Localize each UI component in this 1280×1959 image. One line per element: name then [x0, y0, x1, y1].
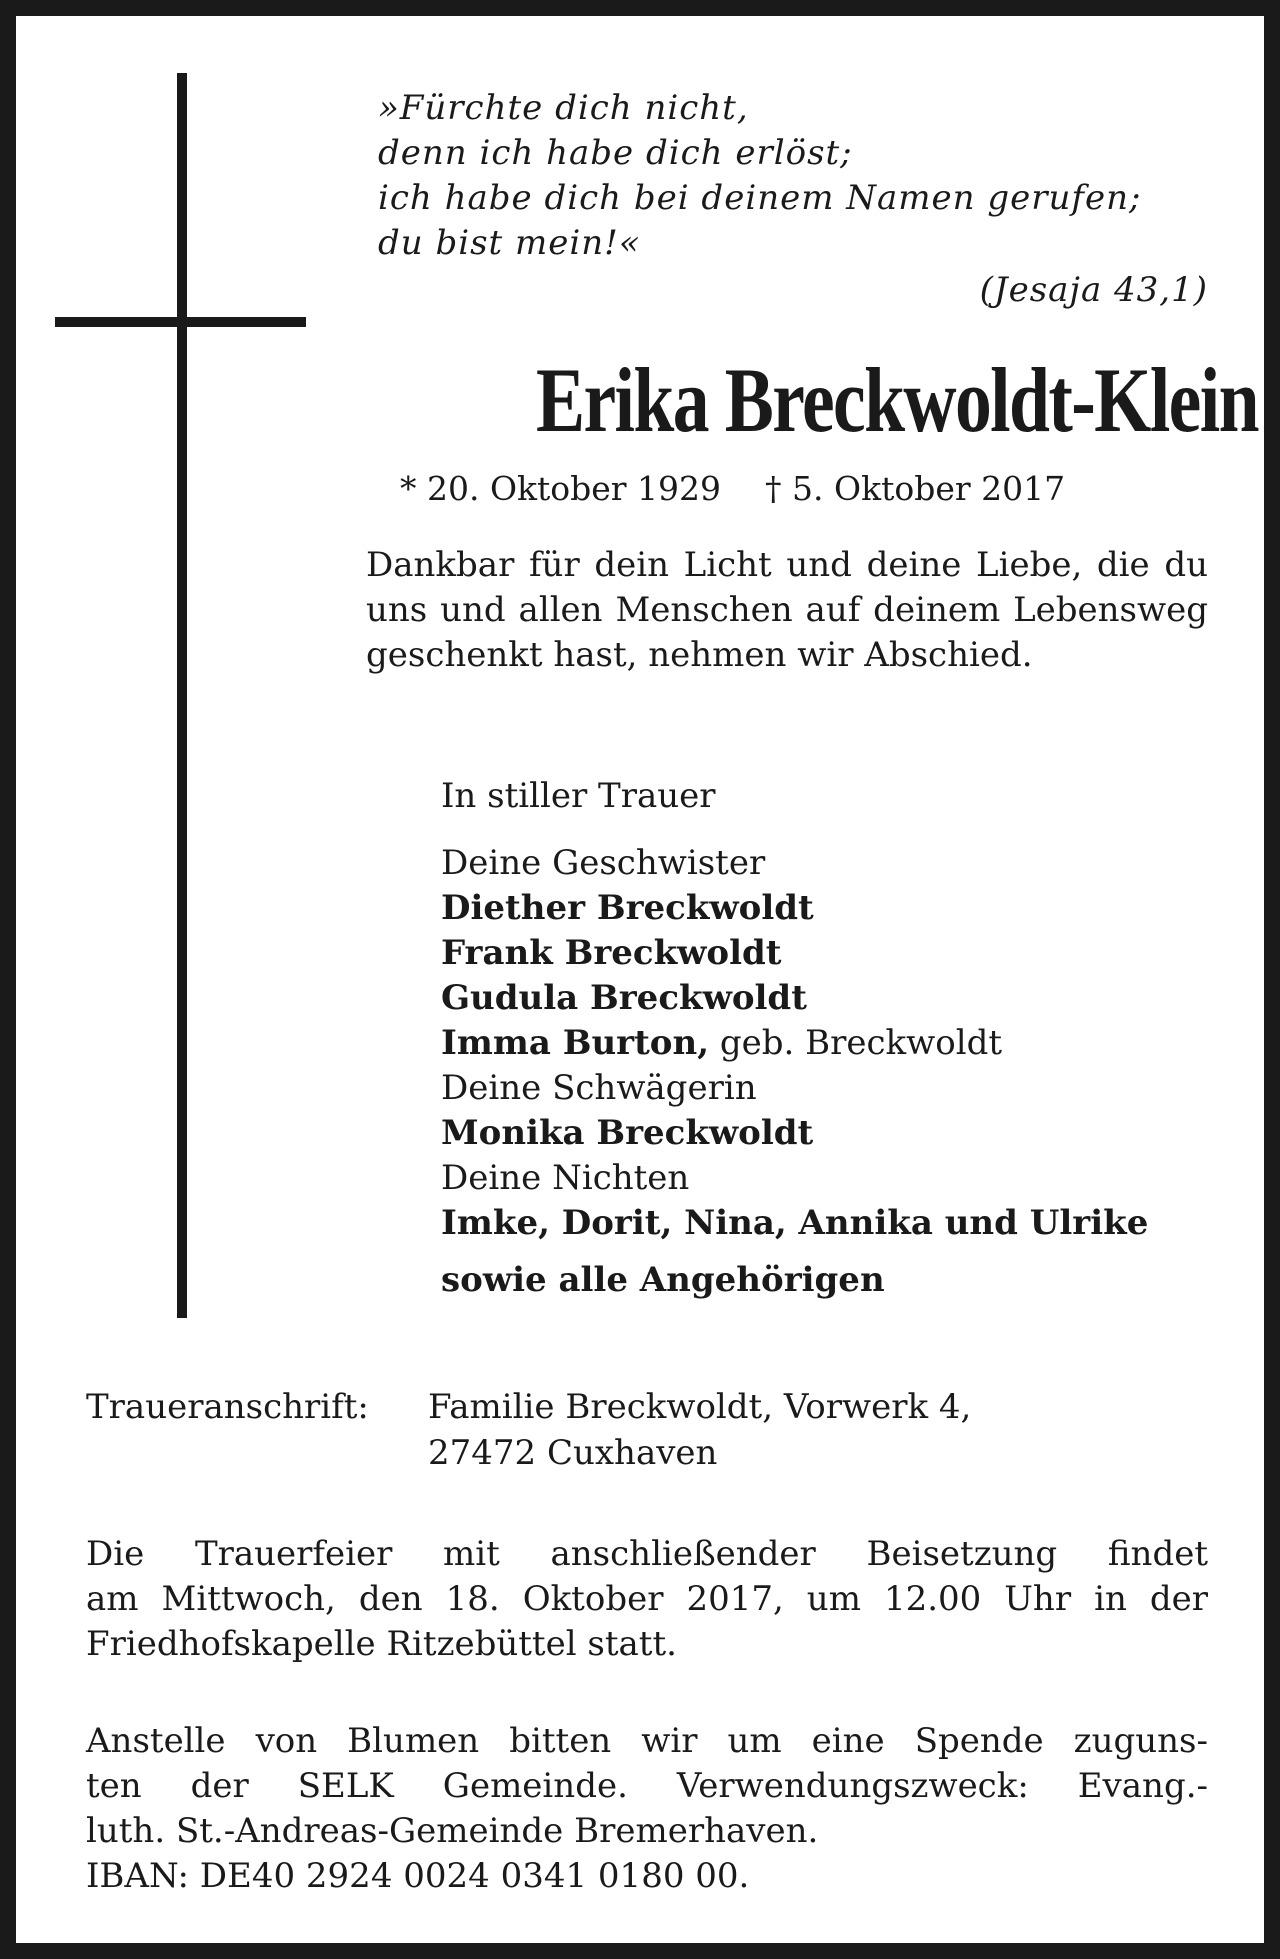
donation-line: Anstelle von Blumen bitten wir um eine Spende zuguns-	[86, 1721, 1208, 1761]
verse-line: denn ich habe dich erlöst;	[378, 133, 853, 173]
birth-date: * 20. Oktober 1929	[400, 469, 722, 508]
address-label: Traueranschrift:	[86, 1387, 369, 1427]
donation-line: ten der SELK Gemeinde. Verwendungszweck: Evang.-	[86, 1766, 1208, 1806]
funeral-line: Friedhofskapelle Ritzebüttel statt.	[86, 1624, 677, 1664]
mourners-list	[441, 774, 1241, 1303]
funeral-announcement	[86, 1532, 1208, 1667]
mourning-address	[86, 1384, 1226, 1476]
funeral-line: am Mittwoch, den 18. Oktober 2017, um 12.00 Uhr in der	[86, 1579, 1208, 1619]
nieces-label: Deine Nichten	[441, 1158, 690, 1198]
sister-in-law-label: Deine Schwägerin	[441, 1068, 757, 1108]
death-date: † 5. Oktober 2017	[765, 469, 1066, 508]
verse-line: ich habe dich bei deinem Namen gerufen;	[378, 178, 1142, 218]
donation-line: luth. St.-Andreas-Gemeinde Bremerhaven.	[86, 1811, 819, 1851]
verse-line: »Fürchte dich nicht,	[378, 88, 749, 128]
maiden-name-note: geb. Breckwoldt	[719, 1023, 1003, 1063]
deceased-name: Erika Breckwoldt-Klein	[536, 349, 1258, 451]
address-line: 27472 Cuxhaven	[428, 1433, 718, 1473]
gratitude-text: Dankbar für dein Licht und deine Liebe, die du uns und allen Menschen auf deinem Lebensweg geschenkt hast, nehmen wir Abschied.	[366, 545, 1208, 675]
iban-line: IBAN: DE40 2924 0024 0341 0180 00.	[86, 1856, 750, 1896]
address-line: Familie Breckwoldt, Vorwerk 4,	[428, 1387, 972, 1427]
life-dates	[400, 469, 1200, 509]
sibling-name: Diether Breckwoldt	[441, 888, 814, 928]
cross-icon-vertical-beam	[177, 73, 187, 1318]
sibling-name: Imma Burton,	[441, 1023, 710, 1063]
verse-reference: (Jesaja 43,1)	[979, 270, 1208, 310]
donation-request	[86, 1719, 1208, 1899]
siblings-label: Deine Geschwister	[441, 843, 766, 883]
verse-line: du bist mein!«	[378, 223, 641, 263]
mourning-intro: In stiller Trauer	[441, 776, 716, 816]
sister-in-law-name: Monika Breckwoldt	[441, 1113, 814, 1153]
sibling-name: Gudula Breckwoldt	[441, 978, 807, 1018]
bible-verse	[378, 86, 1208, 313]
nieces-names: Imke, Dorit, Nina, Annika und Ulrike	[441, 1203, 1149, 1243]
sibling-name: Frank Breckwoldt	[441, 933, 782, 973]
obituary-notice	[16, 16, 1264, 1943]
cross-icon-horizontal-beam	[55, 317, 306, 327]
relatives-line: sowie alle Angehörigen	[441, 1260, 885, 1300]
funeral-line: Die Trauerfeier mit anschließender Beisetzung findet	[86, 1534, 1208, 1574]
